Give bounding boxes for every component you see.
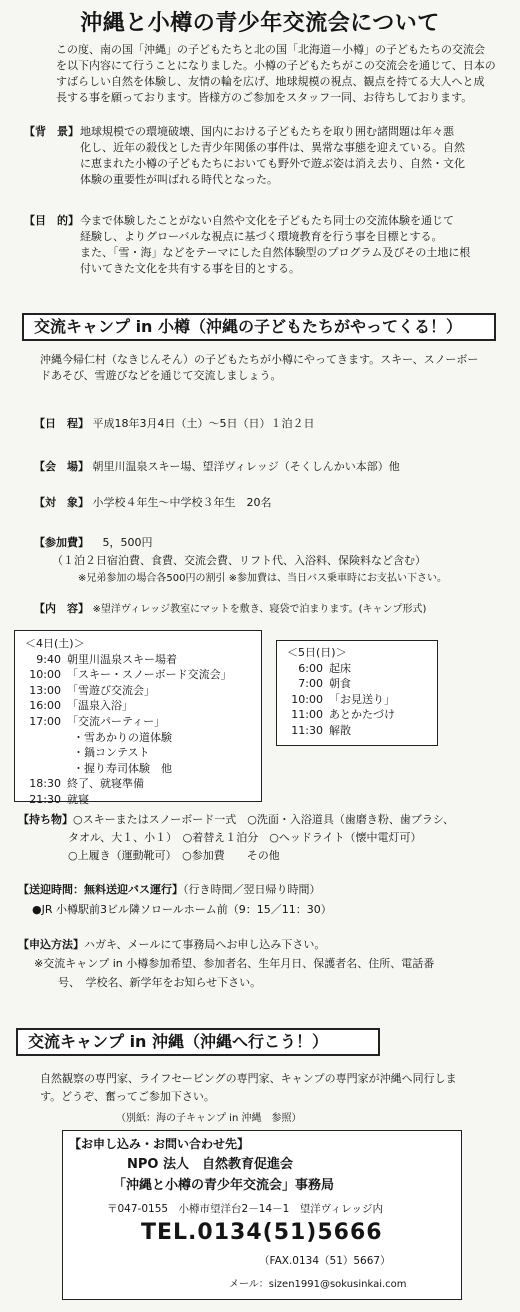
day2-activity: あとかたづけ <box>329 708 395 722</box>
camp-otaru-desc <box>40 352 478 384</box>
day1-row <box>21 761 255 777</box>
day1-time: 18:30 <box>29 777 61 791</box>
venue-row <box>34 459 400 475</box>
contact-box <box>62 1130 462 1300</box>
camp-okinawa-ref: （別紙：海の子キャンプ in 沖縄 参照） <box>116 1113 302 1124</box>
fee-note: （１泊２日宿泊費、食費、交流会費、リフト代、入浴料、保険料など含む） <box>52 554 426 567</box>
day1-activity: 「スキー・スノーボード交流会」 <box>67 668 232 682</box>
contact-office: 「沖縄と小樽の青少年交流会」事務局 <box>113 1178 335 1193</box>
venue-value: 朝里川温泉スキー場、望洋ヴィレッジ（そくしんかい本部）他 <box>92 460 400 473</box>
purpose-text <box>80 213 470 277</box>
content-value: ※望洋ヴィレッジ教室にマットを敷き、寝袋で泊まります。(キャンプ形式) <box>92 604 427 615</box>
page-title: 沖縄と小樽の青少年交流会について <box>80 11 440 36</box>
day2-activity: 起床 <box>329 661 351 675</box>
day2-row <box>283 723 431 739</box>
schedule-value: 平成18年3月4日（土）～5日（日）１泊２日 <box>92 417 315 430</box>
camp-otaru-desc-line: 沖縄今帰仁村（なきじんそん）の子どもたちが小樽にやってきます。スキー、スノーボー <box>40 353 479 366</box>
day1-row <box>21 683 255 699</box>
day2-row <box>283 707 431 723</box>
background-line: 体験の重要性が叫ばれる時代となった。 <box>80 173 278 186</box>
day2-schedule-box <box>276 640 438 746</box>
section-heading-camp-otaru: 交流キャンプ in 小樽（沖縄の子どもたちがやってくる！） <box>22 313 496 341</box>
day2-activity: 「お見送り」 <box>329 692 395 706</box>
day1-row <box>21 667 255 683</box>
day2-header: ＜5日(日)＞ <box>287 646 347 659</box>
background-line: に恵まれた小樽の子どもたちにおいても野外で遊ぶ姿は消え去り、自然・文化 <box>80 157 465 170</box>
day1-row <box>21 792 255 808</box>
contact-address: 〒047-0155 小樽市望洋台2－14－1 望洋ヴィレッジ内 <box>107 1203 384 1215</box>
target-row <box>34 495 272 511</box>
contact-tel: TEL.0134(51)5666 <box>141 1220 383 1245</box>
day1-time: 10:00 <box>29 668 61 682</box>
apply-label: 【申込方法】 <box>18 938 84 951</box>
day1-activity: ・握り寿司体験 他 <box>73 761 172 775</box>
apply-line: ※交流キャンプ in 小樽参加希望、参加者名、生年月日、保護者名、住所、電話番 <box>34 957 435 970</box>
fee-value: 5，500円 <box>102 536 153 549</box>
apply-line: 号、 学校名、新学年をお知らせ下さい。 <box>58 976 262 989</box>
day1-activity: ・雪あかりの道体験 <box>73 730 172 744</box>
contact-org: NPO 法人 自然教育促進会 <box>127 1157 293 1172</box>
fee-row <box>34 535 153 551</box>
intro-line: すばらしい自然を体験し、友情の輪を広げ、地球規模の視点、観点を持てる大人へと成 <box>56 75 485 88</box>
purpose-line: 経験し、よりグローバルな視点に基づく環境教育を行う事を目標とする。 <box>80 230 443 243</box>
intro-line: この度、南の国「沖縄」の子どもたちと北の国「北海道－小樽」の子どもたちの交流会 <box>56 43 485 56</box>
day1-activity: 「雪遊び交流会」 <box>67 683 155 697</box>
day2-list <box>283 661 431 739</box>
purpose-line: また、「雪・海」などをテーマにした自然体験型のプログラム及びその土地に根 <box>80 246 471 259</box>
day1-row <box>21 714 255 730</box>
day1-activity: 「温泉入浴」 <box>67 699 133 713</box>
day1-time: 17:00 <box>29 714 61 728</box>
purpose-label: 【目 的】 <box>24 214 79 227</box>
intro-line: 長する事を願っております。皆様方のご参加をスタッフ一同、お待ちしております。 <box>56 91 473 104</box>
day1-row <box>21 776 255 792</box>
day2-time: 7:00 <box>298 677 323 691</box>
fee-label: 【参加費】 <box>34 536 89 549</box>
bus-section <box>18 882 332 918</box>
day1-schedule-box <box>14 630 262 806</box>
intro-paragraph <box>56 42 496 106</box>
day2-time: 11:30 <box>291 723 323 737</box>
bus-note: （行き時間／翌日帰り時間） <box>183 883 321 896</box>
background-line: 化し、近年の殺伐とした青少年関係の事件は、異常な事態を迎えている。自然 <box>80 141 465 154</box>
day1-activity: 「交流パーティー」 <box>67 714 166 728</box>
camp-okinawa-desc-line: す。どうぞ、奮ってご参加下さい。 <box>40 1090 215 1103</box>
day1-row <box>21 730 255 746</box>
purpose-line: 今まで体験したことがない自然や文化を子どもたち同士の交流体験を通じて <box>80 214 454 227</box>
content-row <box>34 601 426 618</box>
day1-row <box>21 698 255 714</box>
schedule-row <box>34 416 315 432</box>
day1-list <box>21 652 255 808</box>
contact-email[interactable]: メール：sizen1991@sokusinkai.com <box>229 1279 407 1290</box>
fee-note-2: ※兄弟参加の場合各500円の割引 ※参加費は、当日バス乗車時にお支払い下さい。 <box>78 573 448 584</box>
day1-activity: 終了、就寝準備 <box>67 777 144 791</box>
belongings-line: ○上履き（運動靴可） ○参加費 その他 <box>68 849 280 862</box>
day2-row <box>283 661 431 677</box>
intro-line: を以下内容にて行うことになりました。小樽の子どもたちがこの交流会を通じて、日本の <box>56 59 496 72</box>
contact-header: 【お申し込み・お問い合わせ先】 <box>69 1137 250 1151</box>
day2-time: 6:00 <box>298 661 323 675</box>
background-text <box>80 124 465 188</box>
belongings-section <box>18 812 454 864</box>
background-label: 【背 景】 <box>24 125 79 138</box>
day2-time: 10:00 <box>291 692 323 706</box>
bus-label: 【送迎時間：無料送迎バス運行】 <box>18 883 183 896</box>
schedule-label: 【日 程】 <box>34 417 89 430</box>
camp-otaru-desc-line: ドあそび、雪遊びなどを通じて交流しましょう。 <box>40 369 282 382</box>
day1-time: 16:00 <box>29 699 61 713</box>
section-heading-camp-okinawa: 交流キャンプ in 沖縄（沖縄へ行こう！） <box>16 1028 380 1056</box>
day2-row <box>283 692 431 708</box>
venue-label: 【会 場】 <box>34 460 89 473</box>
belongings-line: ○スキーまたはスノーボード一式 ○洗面・入浴道具（歯磨き粉、歯ブラシ、 <box>73 813 454 826</box>
day2-time: 11:00 <box>291 708 323 722</box>
day1-time: 9:40 <box>36 652 61 666</box>
day1-time: 13:00 <box>29 683 61 697</box>
day1-row <box>21 745 255 761</box>
belongings-label: 【持ち物】 <box>18 813 73 826</box>
day1-time: 21:30 <box>29 792 61 806</box>
bus-line: ●JR 小樽駅前3ビル隣ソロールホーム前（9：15／11：30） <box>32 903 332 916</box>
target-value: 小学校４年生～中学校３年生 20名 <box>92 496 272 509</box>
camp-okinawa-desc-line: 自然観察の専門家、ライフセービングの専門家、キャンプの専門家が沖縄へ同行しま <box>40 1072 457 1085</box>
content-label: 【内 容】 <box>34 602 89 615</box>
day2-activity: 解散 <box>329 723 351 737</box>
target-label: 【対 象】 <box>34 496 89 509</box>
day2-row <box>283 676 431 692</box>
day1-activity: 就寝 <box>67 792 89 806</box>
day1-activity: ・鍋コンテスト <box>73 746 150 760</box>
contact-fax: （FAX.0134（51）5667） <box>259 1255 391 1267</box>
day1-activity: 朝里川温泉スキー場着 <box>67 652 177 666</box>
day1-row <box>21 652 255 668</box>
apply-text: ハガキ、メールにて事務局へお申し込み下さい。 <box>84 938 326 951</box>
apply-section <box>18 937 434 991</box>
day1-header: ＜4日(土)＞ <box>25 637 85 650</box>
day2-activity: 朝食 <box>329 677 351 691</box>
camp-okinawa-desc <box>40 1071 457 1105</box>
background-line: 地球規模での環境破壊、国内における子どもたちを取り囲む諸問題は年々悪 <box>80 125 454 138</box>
belongings-line: タオル、大１、小１） ○着替え１泊分 ○ヘッドライト（懐中電灯可） <box>68 831 422 844</box>
purpose-line: 付いてきた文化を共有する事を目的とする。 <box>80 262 300 275</box>
